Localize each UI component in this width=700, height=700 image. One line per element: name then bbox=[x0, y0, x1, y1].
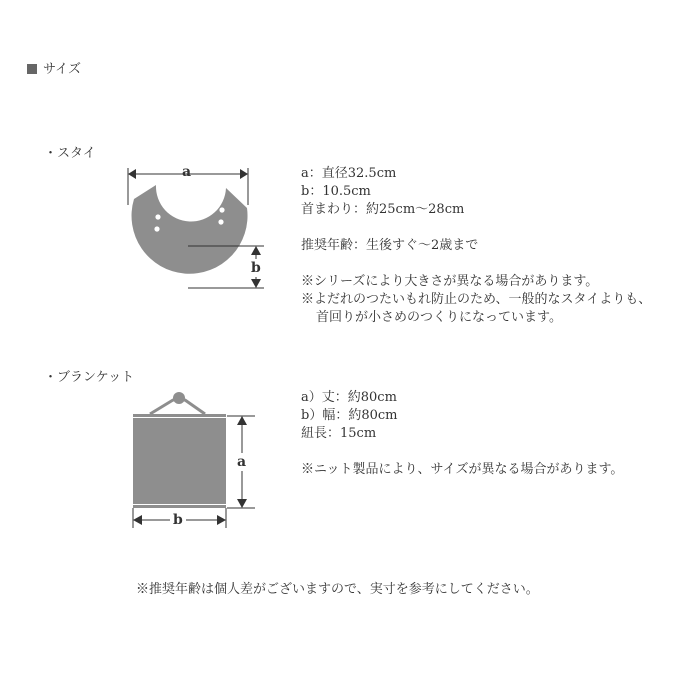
square-bullet-icon bbox=[27, 64, 37, 74]
arrow-right-icon bbox=[217, 515, 226, 525]
blanket-length: a）丈：約80cm bbox=[301, 390, 397, 405]
blanket-label-b: b bbox=[173, 512, 183, 528]
bib-width: b：10.5cm bbox=[301, 184, 371, 199]
bib-diameter: a：直径32.5cm bbox=[301, 166, 397, 181]
section-heading-label: サイズ bbox=[43, 62, 81, 77]
arrow-down-icon bbox=[251, 279, 261, 288]
bib-note-1: ※シリーズにより大きさが異なる場合があります。 bbox=[301, 274, 599, 289]
blanket-width: b）幅：約80cm bbox=[301, 408, 398, 423]
snap-dot bbox=[218, 219, 223, 224]
blanket-strap-length: 紐長：15cm bbox=[301, 426, 377, 441]
blanket-label-a: a bbox=[237, 454, 247, 470]
bib-neck: 首まわり：約25cm〜28cm bbox=[301, 202, 465, 217]
bib-label-a: a bbox=[182, 164, 192, 180]
section-heading bbox=[27, 61, 81, 79]
arrow-up-icon bbox=[237, 416, 247, 425]
arrow-down-icon bbox=[237, 499, 247, 508]
bib-title: ・スタイ bbox=[44, 146, 96, 161]
snap-dot bbox=[219, 207, 224, 212]
blanket-diagram bbox=[120, 385, 270, 530]
blanket-bottom-band bbox=[133, 505, 226, 508]
arrow-right-icon bbox=[240, 169, 248, 179]
blanket-note: ※ニット製品により、サイズが異なる場合があります。 bbox=[301, 462, 624, 477]
blanket-top-band bbox=[133, 414, 226, 417]
arrow-left-icon bbox=[133, 515, 142, 525]
arrow-left-icon bbox=[128, 169, 136, 179]
bib-note-2: ※よだれのつたいもれ防止のため、一般的なスタイよりも、 bbox=[301, 292, 652, 307]
bib-note-3: 首回りが小さめのつくりになっています。 bbox=[316, 310, 562, 325]
blanket-button bbox=[173, 392, 185, 404]
snap-dot bbox=[155, 214, 160, 219]
footnote: ※推奨年齢は個人差がございますので、実寸を参考にしてください。 bbox=[136, 582, 539, 597]
snap-dot bbox=[154, 226, 159, 231]
blanket-title: ・ブランケット bbox=[44, 370, 135, 385]
arrow-up-icon bbox=[251, 246, 261, 255]
bib-age: 推奨年齢：生後すぐ〜2歳まで bbox=[301, 238, 479, 253]
bib-label-b: b bbox=[251, 260, 261, 276]
bib-shape bbox=[132, 185, 248, 274]
blanket-body bbox=[133, 418, 226, 504]
